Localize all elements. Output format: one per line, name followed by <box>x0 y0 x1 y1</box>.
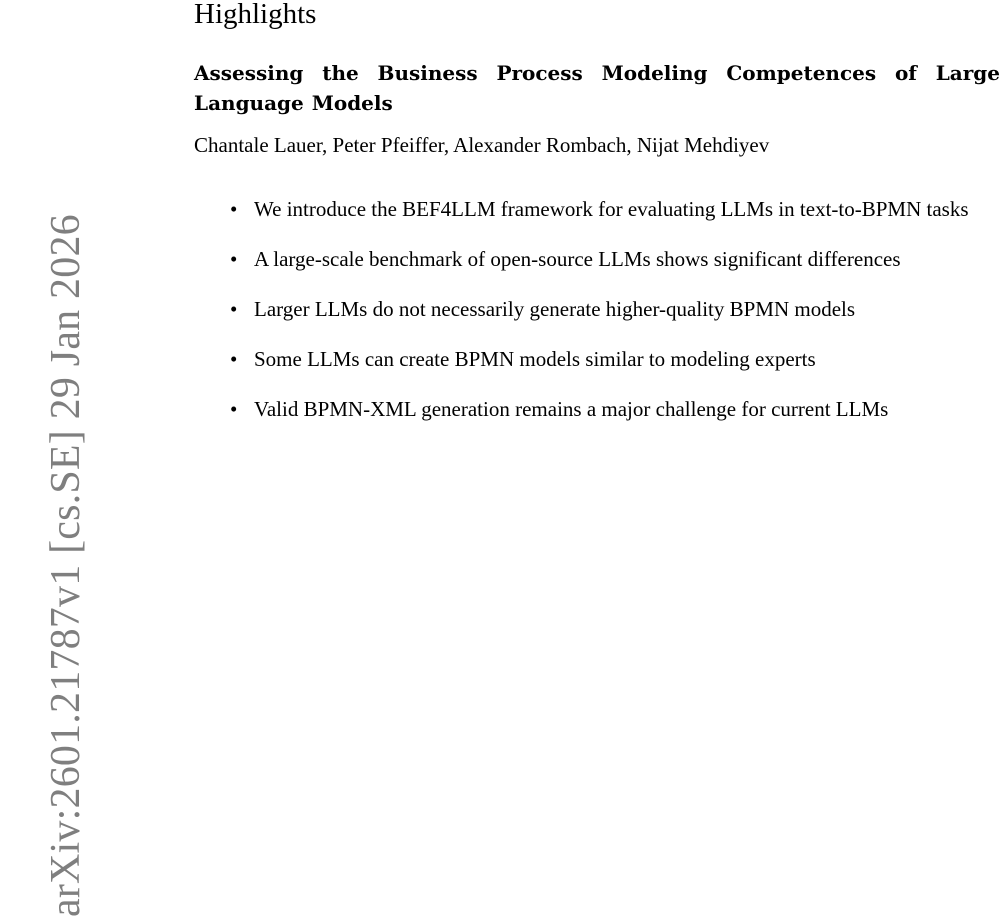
section-title: Highlights <box>194 0 317 30</box>
bullet-icon: • <box>230 297 238 321</box>
highlight-text: We introduce the BEF4LLM framework for evaluating LLMs in text-to-BPMN tasks <box>254 197 969 221</box>
paper-title: Assessing the Business Process Modeling Competences of Large Language Models <box>194 61 1000 115</box>
author-list: Chantale Lauer, Peter Pfeiffer, Alexander Rombach, Nijat Mehdiyev <box>194 133 770 157</box>
highlight-item <box>230 294 1000 324</box>
highlight-text: Some LLMs can create BPMN models similar to modeling experts <box>254 347 816 371</box>
bullet-icon: • <box>230 397 238 421</box>
highlights-list <box>230 194 1000 444</box>
highlight-text: Valid BPMN-XML generation remains a major challenge for current LLMs <box>254 397 889 421</box>
highlight-item <box>230 194 1000 224</box>
bullet-icon: • <box>230 197 238 221</box>
highlight-text: Larger LLMs do not necessarily generate higher-quality BPMN models <box>254 297 856 321</box>
bullet-icon: • <box>230 247 238 271</box>
bullet-icon: • <box>230 347 238 371</box>
highlight-item <box>230 344 1000 374</box>
highlight-item <box>230 394 1000 424</box>
highlight-text: A large-scale benchmark of open-source LLMs shows significant differences <box>254 247 901 271</box>
highlight-item <box>230 244 1000 274</box>
arxiv-identifier-stamp: arXiv:2601.21787v1 [cs.SE] 29 Jan 2026 <box>43 214 89 917</box>
